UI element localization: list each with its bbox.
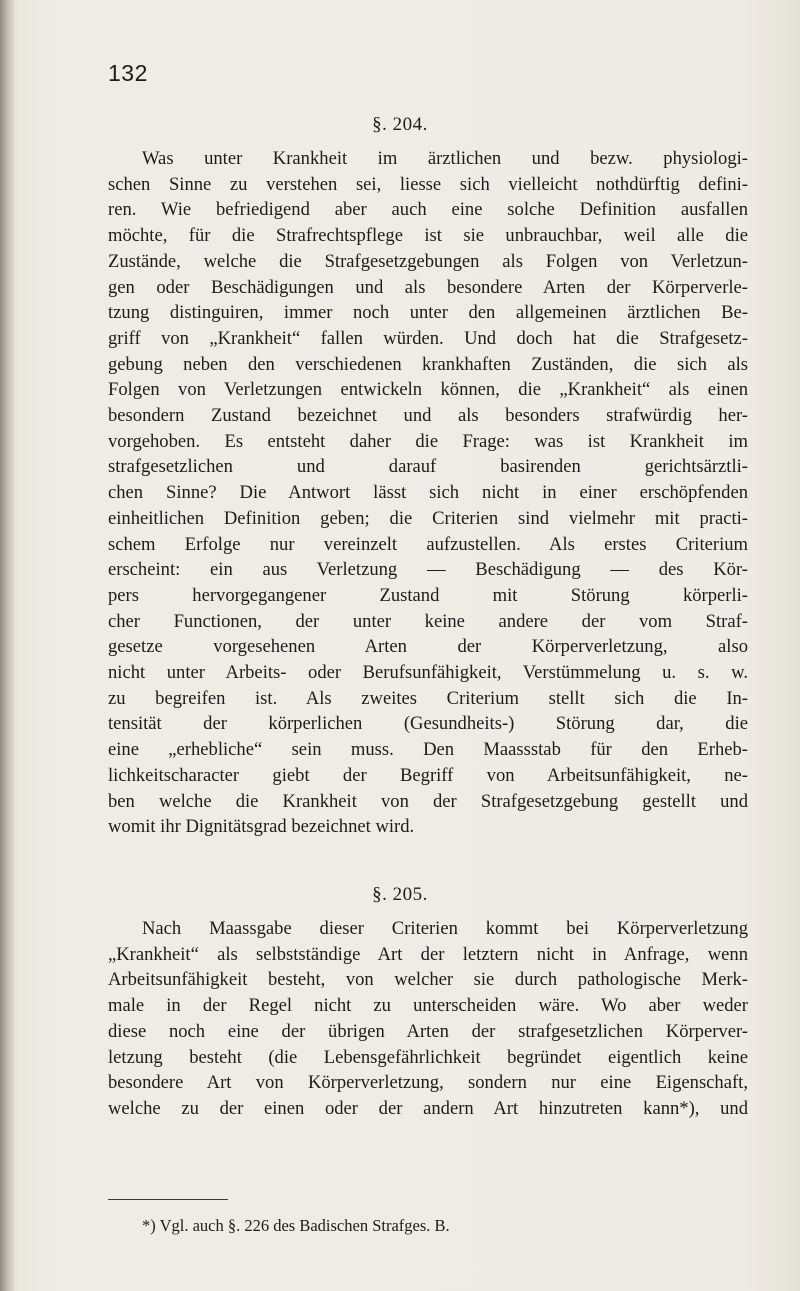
text-line: zu begreifen ist. Als zweites Criterium stellt sich die In- xyxy=(108,687,748,709)
text-line: ren. Wie befriedigend aber auch eine solche Definition ausfallen xyxy=(108,199,748,221)
text-line: strafgesetzlichen und darauf basirenden gerichtsärztli- xyxy=(108,456,748,478)
text-line: tensität der körperlichen (Gesundheits-) Störung dar, die xyxy=(108,713,748,735)
text-line: erscheint: ein aus Verletzung — Beschädigung — des Kör- xyxy=(108,559,748,581)
section-205-text xyxy=(108,916,748,1122)
text-line: „Krankheit“ als selbstständige Art der letztern nicht in Anfrage, wenn xyxy=(108,943,748,965)
page-number: 132 xyxy=(108,60,148,86)
text-line: welche zu der einen oder der andern Art hinzutreten kann*), und xyxy=(108,1097,748,1119)
text-line: griff von „Krankheit“ fallen würden. Und doch hat die Strafgesetz- xyxy=(108,327,748,349)
text-line: Arbeitsunfähigkeit besteht, von welcher sie durch pathologische Merk- xyxy=(108,969,748,991)
text-line: womit ihr Dignitätsgrad bezeichnet wird. xyxy=(108,816,415,838)
text-line: einheitlichen Definition geben; die Criterien sind vielmehr mit practi- xyxy=(108,507,748,529)
footnote: *) Vgl. auch §. 226 des Badischen Strafges. B. xyxy=(142,1216,450,1235)
text-line: male in der Regel nicht zu unterscheiden wäre. Wo aber weder xyxy=(108,995,748,1017)
text-line: pers hervorgegangener Zustand mit Störung körperli- xyxy=(108,584,748,606)
text-line: schem Erfolge nur vereinzelt aufzustellen. Als erstes Criterium xyxy=(108,533,748,555)
text-line: chen Sinne? Die Antwort lässt sich nicht in einer erschöpfenden xyxy=(108,482,748,504)
text-line: möchte, für die Strafrechtspflege ist sie unbrauchbar, weil alle die xyxy=(108,225,748,247)
text-line: lichkeitscharacter giebt der Begriff von Arbeitsunfähigkeit, ne- xyxy=(108,764,748,786)
text-line: letzung besteht (die Lebensgefährlichkeit begründet eigentlich keine xyxy=(108,1046,748,1068)
text-line: eine „erhebliche“ sein muss. Den Maassstab für den Erheb- xyxy=(108,739,748,761)
footnote-divider xyxy=(108,1199,228,1200)
text-line: besondere Art von Körperverletzung, sondern nur eine Eigenschaft, xyxy=(108,1072,748,1094)
section-heading-205: §. 205. xyxy=(372,884,428,905)
text-line: nicht unter Arbeits- oder Berufsunfähigkeit, Verstümmelung u. s. w. xyxy=(108,662,748,684)
text-line: cher Functionen, der unter keine andere der vom Straf- xyxy=(108,610,748,632)
text-line: schen Sinne zu verstehen sei, liesse sich vielleicht nothdürftig defini- xyxy=(108,173,748,195)
text-line: gen oder Beschädigungen und als besondere Arten der Körperverle- xyxy=(108,276,748,298)
text-line: diese noch eine der übrigen Arten der strafgesetzlichen Körperver- xyxy=(108,1020,748,1042)
text-line: besondern Zustand bezeichnet und als besonders strafwürdig her- xyxy=(108,405,748,427)
book-binding-edge xyxy=(0,0,14,1291)
text-line: gesetze vorgesehenen Arten der Körperverletzung, also xyxy=(108,636,748,658)
text-line: vorgehoben. Es entsteht daher die Frage: was ist Krankheit im xyxy=(108,430,748,452)
text-line: ben welche die Krankheit von der Strafgesetzgebung gestellt und xyxy=(108,790,748,812)
text-line: gebung neben den verschiedenen krankhaften Zuständen, die sich als xyxy=(108,353,748,375)
text-line: tzung distinguiren, immer noch unter den allgemeinen ärztlichen Be- xyxy=(108,302,748,324)
text-line: Folgen von Verletzungen entwickeln können, die „Krankheit“ als einen xyxy=(108,379,748,401)
section-204-text xyxy=(108,146,748,840)
text-line: Nach Maassgabe dieser Criterien kommt bei Körperverletzung xyxy=(142,918,748,939)
text-line: Was unter Krankheit im ärztlichen und bezw. physiologi- xyxy=(142,148,748,169)
text-line: Zustände, welche die Strafgesetzgebungen als Folgen von Verletzun- xyxy=(108,250,748,272)
section-heading-204: §. 204. xyxy=(372,114,428,135)
